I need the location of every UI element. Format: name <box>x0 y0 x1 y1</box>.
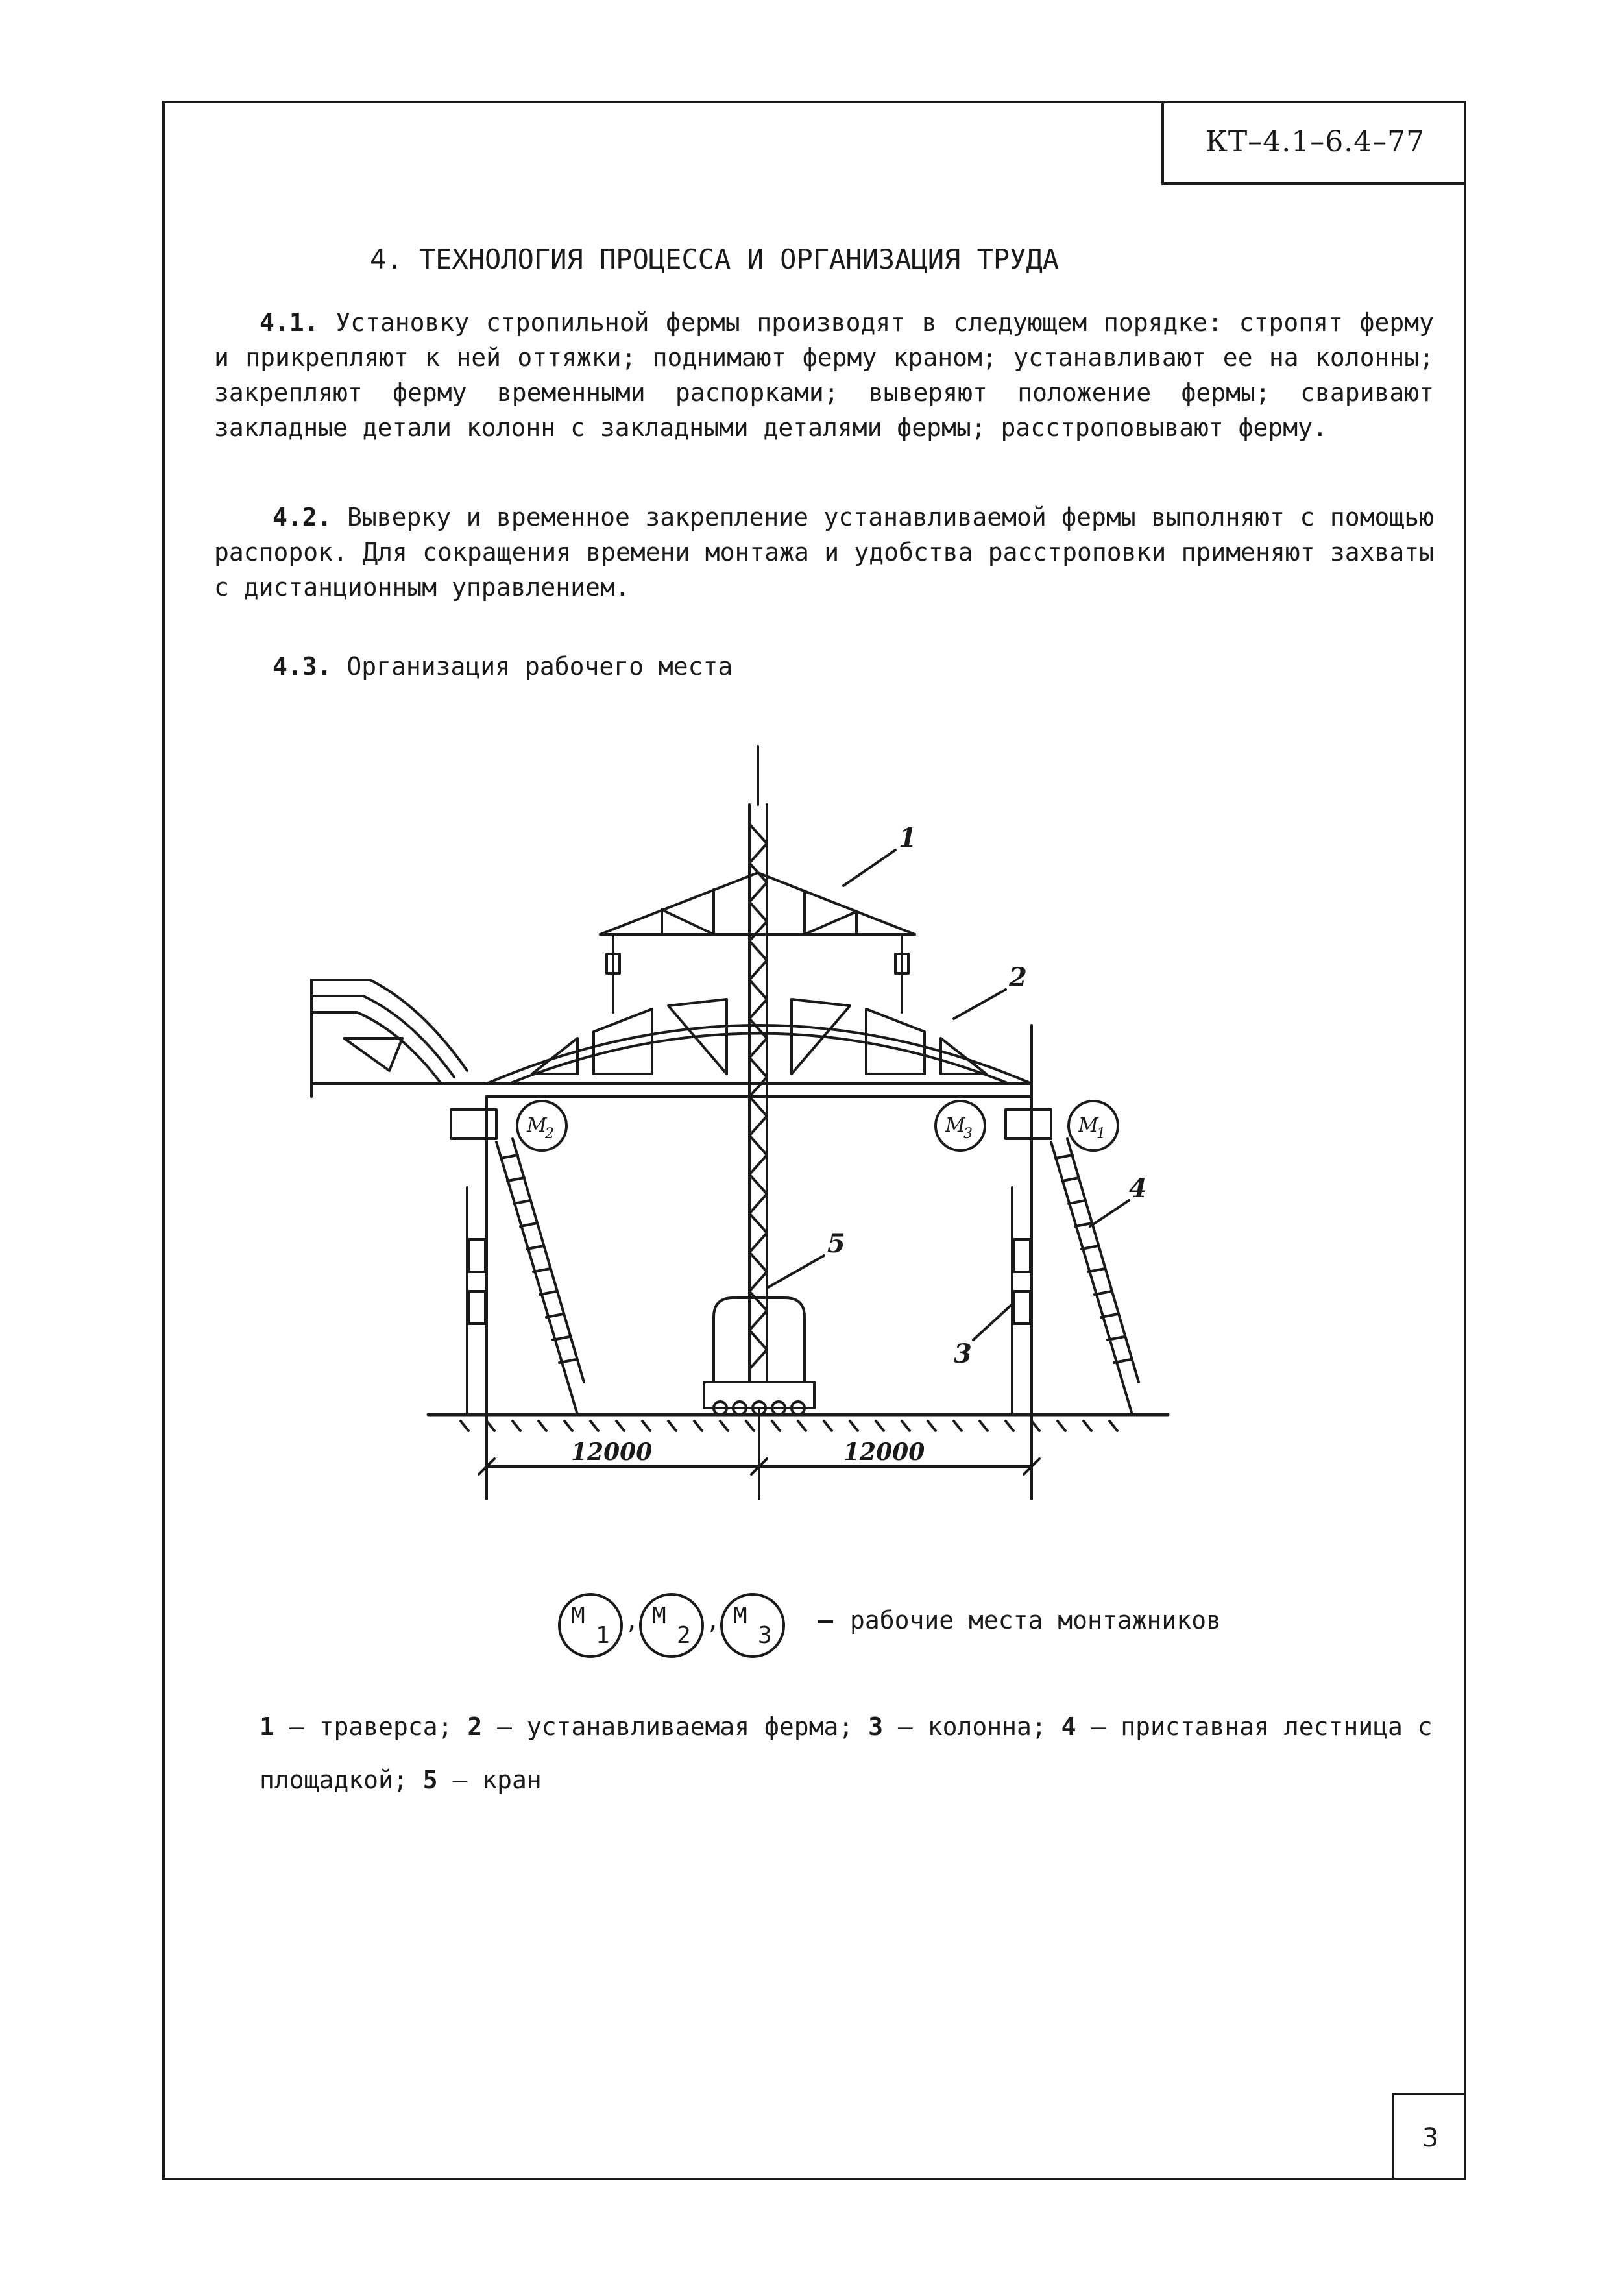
paragraph-4-3 <box>273 649 733 684</box>
dimension-right: 12000 <box>843 1439 925 1466</box>
caption-dash: – <box>497 1712 513 1741</box>
installed-truss-fragment <box>311 980 487 1097</box>
section-title: 4. ТЕХНОЛОГИЯ ПРОЦЕССА И ОРГАНИЗАЦИЯ ТРУДА <box>370 243 1060 275</box>
caption-dash: – <box>897 1712 913 1741</box>
legend-m2-index: 2 <box>677 1622 691 1649</box>
workplace-legend <box>551 1583 1363 1668</box>
caption-item: колонна; <box>927 1712 1047 1741</box>
paragraph-number: 4.1. <box>260 308 319 337</box>
dimension-left: 12000 <box>571 1439 653 1466</box>
legend-dash: – <box>818 1605 834 1635</box>
paragraph-number: 4.3. <box>273 652 332 681</box>
caption-item: устанавливаемая ферма; <box>526 1712 854 1741</box>
caption-number: 4 <box>1061 1712 1076 1741</box>
caption-number: 1 <box>260 1712 274 1741</box>
caption-dash: – <box>289 1712 304 1741</box>
paragraph-text: Установку стропильной фермы производят в следующем порядке: стропят ферму и прикрепляют к ней оттяжки; поднимают ферму краном; устанавливают ее на колонны; закрепляют ферму временными распорками; выверяют положение фермы; сваривают закладные детали колонн с закладными деталями фермы; расстроповывают ферму. <box>214 308 1434 442</box>
legend-comma-2: , <box>706 1608 720 1635</box>
callout-5: 5 <box>827 1228 845 1259</box>
workplace-m2-index: 2 <box>545 1126 554 1142</box>
legend-circle-m2 <box>640 1594 703 1657</box>
crane-base <box>704 1298 814 1415</box>
legend-m3-letter: М <box>733 1603 747 1629</box>
ladder-right <box>1051 1139 1139 1415</box>
legend-circle-m3 <box>721 1594 784 1657</box>
legend-m2-letter: М <box>652 1603 666 1629</box>
legend-m1-letter: М <box>571 1603 585 1629</box>
caption-number: 5 <box>422 1766 438 1794</box>
paragraph-4-1 <box>214 305 1434 445</box>
workplace-m1-index: 1 <box>1097 1126 1106 1142</box>
paragraph-text: Организация рабочего места <box>346 652 733 681</box>
caption-item: кран <box>482 1766 542 1794</box>
caption-item: траверса; <box>319 1712 453 1741</box>
caption-number: 3 <box>868 1712 884 1741</box>
caption-dash: – <box>1091 1712 1106 1741</box>
document-code-box <box>1161 101 1466 185</box>
column-left <box>451 1097 496 1499</box>
ground <box>428 1415 1168 1431</box>
ladder-left <box>496 1139 584 1415</box>
workplace-m2-letter: М <box>527 1114 547 1137</box>
legend-comma-1: , <box>625 1608 639 1635</box>
paragraph-number: 4.2. <box>273 503 332 531</box>
workplace-m3-letter: М <box>945 1114 965 1137</box>
callout-leaders <box>767 850 1129 1340</box>
legend-text: рабочие места монтажников <box>850 1606 1221 1635</box>
truss-installation-drawing <box>273 733 1181 1538</box>
caption-dash: – <box>452 1766 468 1794</box>
workplace-m3-index: 3 <box>963 1126 973 1142</box>
crane-mast <box>749 746 767 1382</box>
page-number: 3 <box>1422 2122 1439 2153</box>
callout-3: 3 <box>954 1339 972 1369</box>
drawing-caption <box>260 1700 1440 1806</box>
caption-item: приставная лестница с площадкой; <box>260 1712 1433 1794</box>
paragraph-4-2 <box>214 500 1434 605</box>
legend-m1-index: 1 <box>596 1622 610 1649</box>
callout-4: 4 <box>1129 1173 1147 1204</box>
legend-m3-index: 3 <box>758 1622 772 1649</box>
paragraph-text: Выверку и временное закрепление устанавливаемой фермы выполняют с помощью распорок. Для сокращения времени монтажа и удобства расстроповки применяют захваты с дистанционным управлением. <box>214 503 1434 602</box>
workplace-m1-letter: М <box>1078 1114 1098 1137</box>
legend-circle-m1 <box>559 1594 622 1657</box>
caption-number: 2 <box>467 1712 483 1741</box>
callout-1: 1 <box>899 823 917 853</box>
callout-2: 2 <box>1009 962 1027 993</box>
page-number-box <box>1392 2093 1466 2180</box>
document-code: КТ–4.1–6.4–77 <box>1205 125 1425 158</box>
